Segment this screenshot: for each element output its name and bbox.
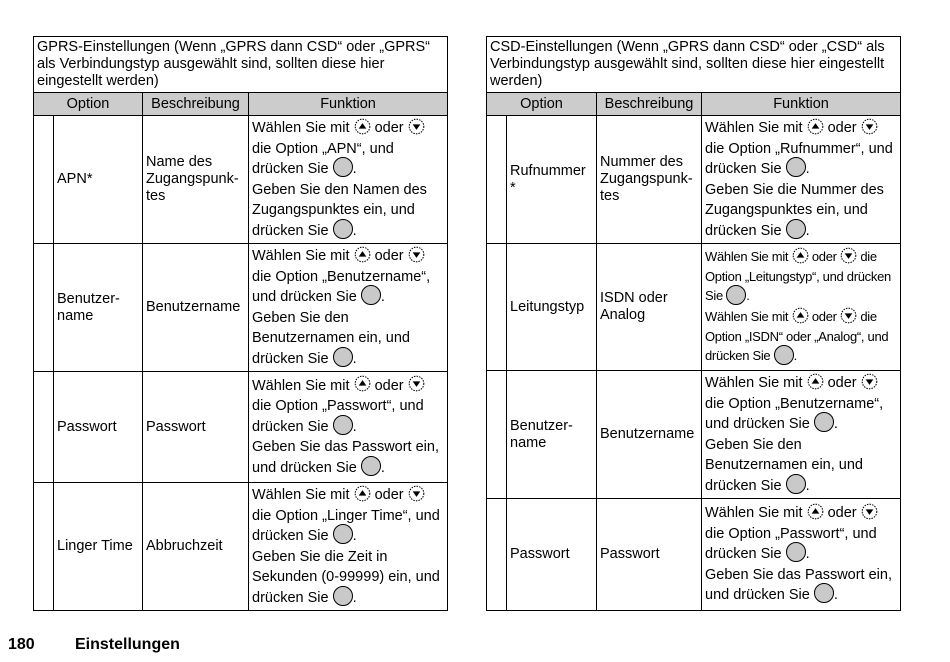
description-cell: Nummer des Zugangspunk-tes — [597, 116, 702, 244]
row-spacer — [34, 116, 54, 244]
table-row — [487, 244, 901, 371]
nav-up-icon — [807, 373, 824, 390]
section-title: Einstellungen — [75, 636, 180, 653]
nav-down-icon — [861, 503, 878, 520]
table-row — [34, 244, 448, 372]
nav-down-icon — [408, 485, 425, 502]
description-cell: Passwort — [597, 499, 702, 611]
center-button-icon — [333, 415, 353, 435]
center-button-icon — [786, 157, 806, 177]
function-cell: Wählen Sie mit oder die Option „Passwort“, und drücken Sie . Geben Sie das Passwort ein, und drücken Sie . — [249, 372, 448, 483]
center-button-icon — [814, 412, 834, 432]
center-button-icon — [333, 219, 353, 239]
option-cell: Leitungstyp — [507, 244, 597, 371]
function-cell: Wählen Sie mit oder die Option „Rufnummer“, und drücken Sie . Geben Sie die Nummer des Zugangspunktes ein, und drücken Sie . — [702, 116, 901, 244]
nav-up-icon — [807, 118, 824, 135]
nav-up-icon — [354, 375, 371, 392]
nav-up-icon — [354, 118, 371, 135]
table-row — [34, 116, 448, 244]
csd-settings-table — [486, 36, 901, 611]
nav-up-icon — [792, 247, 809, 264]
center-button-icon — [333, 524, 353, 544]
option-cell: Benutzer-name — [54, 244, 143, 372]
nav-up-icon — [807, 503, 824, 520]
nav-down-icon — [408, 375, 425, 392]
center-button-icon — [361, 456, 381, 476]
nav-down-icon — [861, 373, 878, 390]
function-cell: Wählen Sie mit oder die Option „Benutzername“, und drücken Sie . Geben Sie den Benutzernamen ein, und drücken Sie . — [702, 371, 901, 499]
gprs-settings-table — [33, 36, 448, 611]
center-button-icon — [333, 347, 353, 367]
table-row — [34, 483, 448, 611]
center-button-icon — [774, 345, 794, 365]
nav-down-icon — [408, 118, 425, 135]
option-cell: Passwort — [54, 372, 143, 483]
description-cell: ISDN oder Analog — [597, 244, 702, 371]
description-cell: Name des Zugangspunk-tes — [143, 116, 249, 244]
option-cell: Rufnummer * — [507, 116, 597, 244]
table-row — [34, 372, 448, 483]
nav-up-icon — [354, 246, 371, 263]
center-button-icon — [814, 583, 834, 603]
nav-down-icon — [840, 247, 857, 264]
header-function: Funktion — [249, 93, 448, 116]
table-row — [487, 371, 901, 499]
center-button-icon — [786, 542, 806, 562]
header-function: Funktion — [702, 93, 901, 116]
header-option: Option — [34, 93, 143, 116]
description-cell: Abbruchzeit — [143, 483, 249, 611]
option-cell: Benutzer-name — [507, 371, 597, 499]
center-button-icon — [786, 474, 806, 494]
csd-table-title: CSD-Einstellungen (Wenn „GPRS dann CSD“ oder „CSD“ als Verbindungstyp ausgewählt sind, sollten diese hier eingestellt werden) — [487, 37, 901, 93]
gprs-table-title: GPRS-Einstellungen (Wenn „GPRS dann CSD“ oder „GPRS“ als Verbindungstyp ausgewählt sind, sollten diese hier eingestellt werden) — [34, 37, 448, 93]
function-cell: Wählen Sie mit oder die Option „Leitungstyp“, und drücken Sie . Wählen Sie mit oder die Option „ISDN“ oder „Analog“, und drücken Sie . — [702, 244, 901, 371]
header-option: Option — [487, 93, 597, 116]
center-button-icon — [333, 157, 353, 177]
center-button-icon — [333, 586, 353, 606]
header-description: Beschreibung — [143, 93, 249, 116]
function-cell: Wählen Sie mit oder die Option „Linger Time“, und drücken Sie . Geben Sie die Zeit in Sekunden (0-99999) ein, und drücken Sie . — [249, 483, 448, 611]
function-cell: Wählen Sie mit oder die Option „Passwort“, und drücken Sie . Geben Sie das Passwort ein, und drücken Sie . — [702, 499, 901, 611]
row-spacer — [487, 499, 507, 611]
row-spacer — [34, 372, 54, 483]
description-cell: Benutzername — [597, 371, 702, 499]
option-cell: APN* — [54, 116, 143, 244]
nav-up-icon — [792, 307, 809, 324]
header-description: Beschreibung — [597, 93, 702, 116]
center-button-icon — [726, 285, 746, 305]
center-button-icon — [786, 219, 806, 239]
description-cell: Benutzername — [143, 244, 249, 372]
table-row — [487, 499, 901, 611]
row-spacer — [487, 116, 507, 244]
page-number: 180 — [8, 636, 35, 653]
description-cell: Passwort — [143, 372, 249, 483]
function-cell: Wählen Sie mit oder die Option „APN“, und drücken Sie . Geben Sie den Namen des Zugangspunktes ein, und drücken Sie . — [249, 116, 448, 244]
option-cell: Linger Time — [54, 483, 143, 611]
row-spacer — [487, 244, 507, 371]
row-spacer — [34, 483, 54, 611]
nav-up-icon — [354, 485, 371, 502]
function-cell: Wählen Sie mit oder die Option „Benutzername“, und drücken Sie . Geben Sie den Benutzernamen ein, und drücken Sie . — [249, 244, 448, 372]
nav-down-icon — [408, 246, 425, 263]
nav-down-icon — [861, 118, 878, 135]
row-spacer — [487, 371, 507, 499]
option-cell: Passwort — [507, 499, 597, 611]
nav-down-icon — [840, 307, 857, 324]
row-spacer — [34, 244, 54, 372]
center-button-icon — [361, 285, 381, 305]
table-row — [487, 116, 901, 244]
